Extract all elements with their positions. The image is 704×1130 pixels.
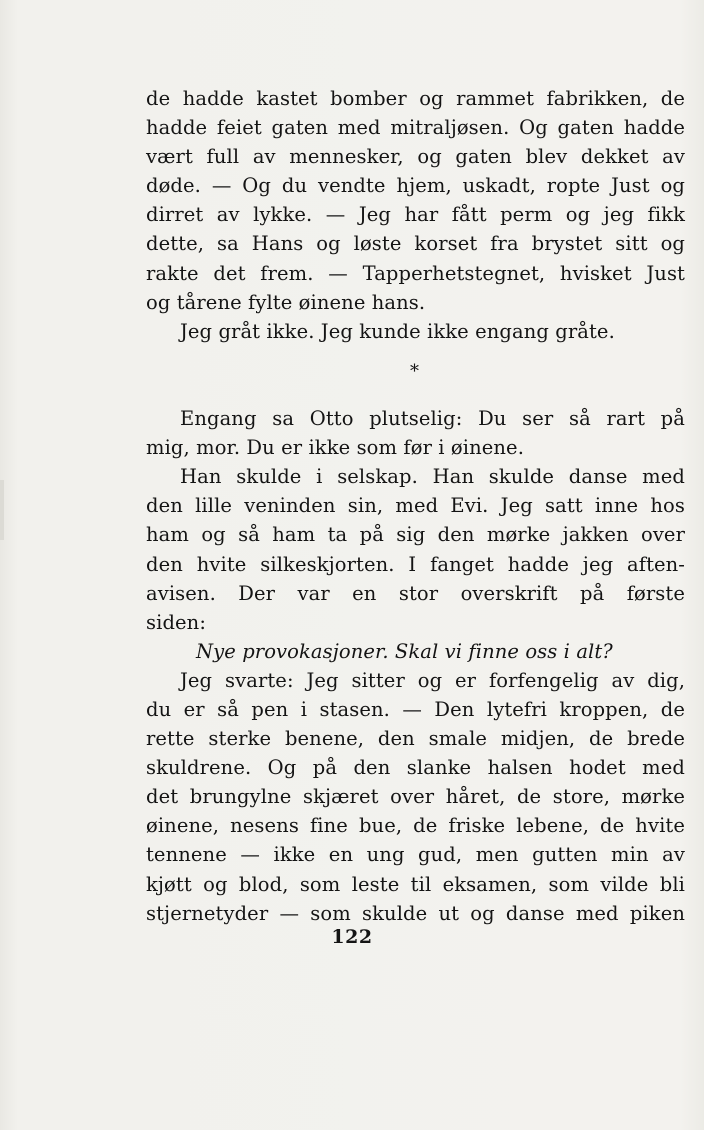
text-line: den lille veninden sin, med Evi. Jeg satt inne hos: [146, 494, 685, 518]
text-line: siden:: [146, 610, 206, 634]
text-line: og tårene fylte øinene hans.: [146, 290, 426, 314]
text-line: tennene — ikke en ung gud, men gutten min av: [146, 843, 685, 867]
text-line: øinene, nesens fine bue, de friske lebene, de hvite: [146, 814, 685, 838]
text-line: rakte det frem. — Tapperhetstegnet, hvisket Just: [146, 261, 685, 285]
text-line: rette sterke benene, den smale midjen, de brede: [146, 727, 685, 751]
section-separator-asterisk: *: [410, 361, 419, 382]
text-line: den hvite silkeskjorten. I fanget hadde jeg aften-: [146, 552, 685, 576]
text-line: Han skulde i selskap. Han skulde danse med: [180, 465, 685, 489]
text-line: det brungylne skjæret over håret, de store, mørke: [146, 785, 685, 809]
text-line: Jeg svarte: Jeg sitter og er forfengelig av dig,: [180, 668, 685, 692]
text-line: dirret av lykke. — Jeg har fått perm og jeg fikk: [146, 203, 685, 227]
text-line: hadde feiet gaten med mitraljøsen. Og gaten hadde: [146, 116, 685, 140]
text-line: dette, sa Hans og løste korset fra brystet sitt og: [146, 232, 685, 256]
text-line: mig, mor. Du er ikke som før i øinene.: [146, 436, 524, 460]
page-edge-mark: [0, 480, 4, 540]
text-line: skuldrene. Og på den slanke halsen hodet med: [146, 756, 685, 780]
italic-headline-quote: Nye provokasjoner. Skal vi finne oss i alt?: [196, 639, 613, 663]
text-line: Jeg gråt ikke. Jeg kunde ikke engang gråte.: [180, 319, 615, 343]
text-line: kjøtt og blod, som leste til eksamen, som vilde bli: [146, 872, 685, 896]
page-number: 122: [331, 926, 373, 948]
text-line: avisen. Der var en stor overskrift på første: [146, 581, 685, 605]
text-line: døde. — Og du vendte hjem, uskadt, ropte Just og: [146, 174, 685, 198]
text-line: ham og så ham ta på sig den mørke jakken over: [146, 523, 685, 547]
text-line: stjernetyder — som skulde ut og danse med piken: [146, 901, 685, 925]
text-line: vært full av mennesker, og gaten blev dekket av: [146, 145, 685, 169]
body-text: [146, 84, 685, 928]
text-line: du er så pen i stasen. — Den lytefri kroppen, de: [146, 697, 685, 721]
text-line: Engang sa Otto plutselig: Du ser så rart på: [180, 407, 685, 431]
text-line: de hadde kastet bomber og rammet fabrikken, de: [146, 87, 685, 110]
